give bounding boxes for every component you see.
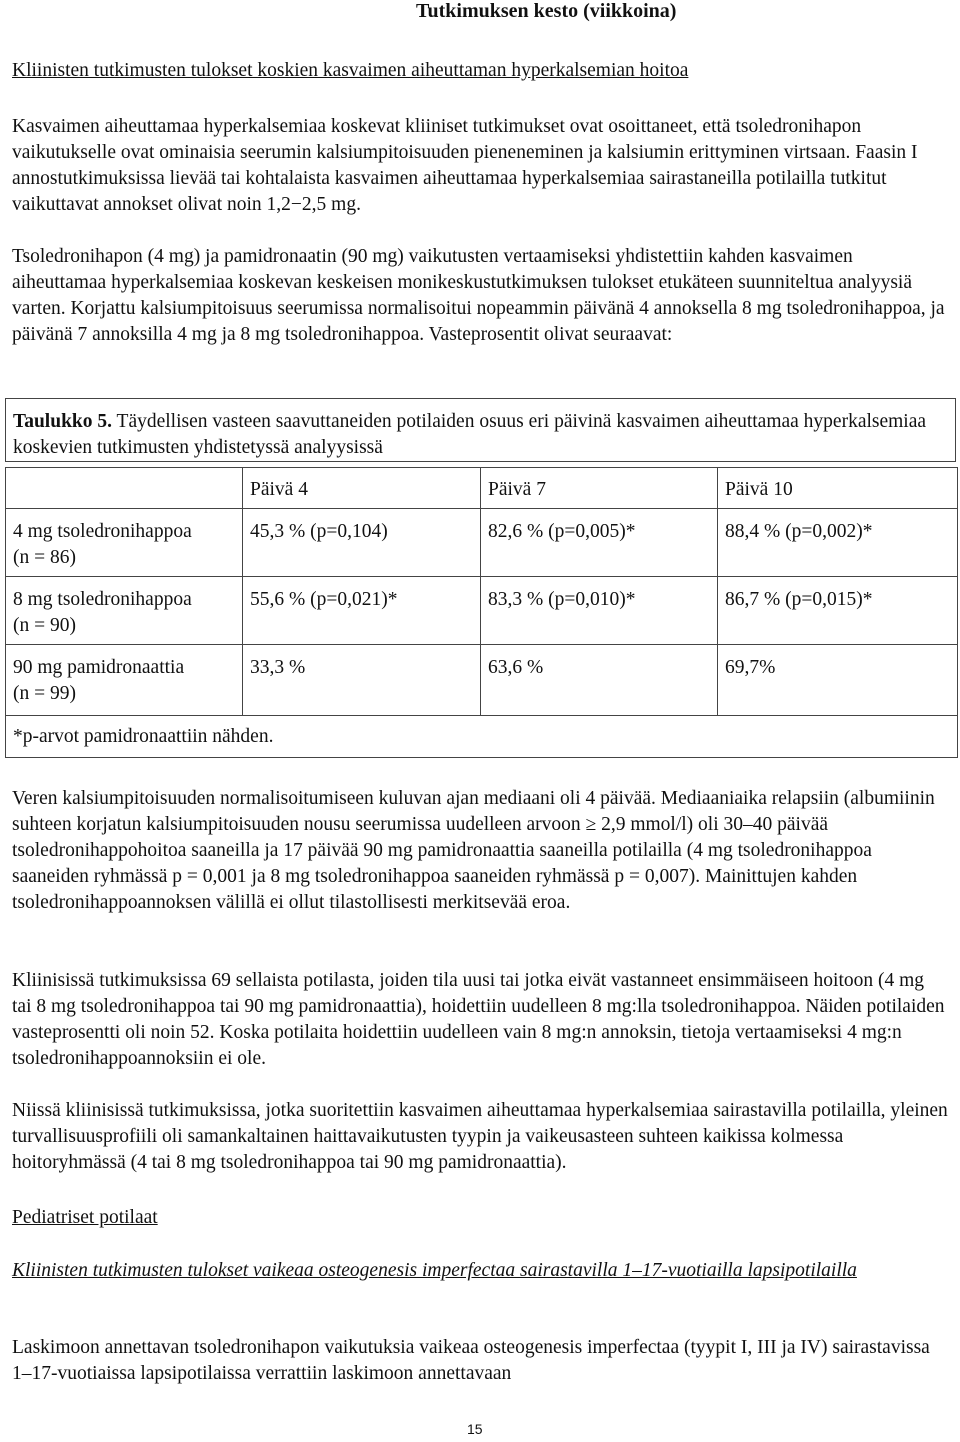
page-number: 15 bbox=[467, 1421, 483, 1437]
paragraph-5: Niissä kliinisissä tutkimuksissa, jotka suoritettiin kasvaimen aiheuttamaa hyperkalsemiaa sairastavilla potilailla, yleinen turvallisuusprofiili oli samankaltainen haittavaikutusten tyypin ja vaikeusasteen suhteen kaikissa kolmessa hoitoryhmässä (4 tai 8 mg tsoledronihappoa tai 90 mg pamidronaattia). bbox=[12, 1100, 948, 1173]
table-cell: 69,7% bbox=[725, 657, 776, 678]
header-day-4: Päivä 4 bbox=[250, 479, 308, 500]
table-cell: 88,4 % (p=0,002)* bbox=[725, 521, 873, 542]
table-cell: 45,3 % (p=0,104) bbox=[250, 521, 388, 542]
table-cell: 82,6 % (p=0,005)* bbox=[488, 521, 636, 542]
table-caption-label: Taulukko 5. bbox=[13, 411, 113, 432]
pediatric-heading: Pediatriset potilaat bbox=[12, 1207, 158, 1228]
table-row-label bbox=[13, 587, 243, 639]
table-cell: 55,6 % (p=0,021)* bbox=[250, 589, 398, 610]
clinical-results-heading: Kliinisten tutkimusten tulokset vaikeaa osteogenesis imperfectaa sairastavilla 1–17-vuotiailla lapsipotilailla bbox=[12, 1260, 857, 1281]
header-day-7: Päivä 7 bbox=[488, 479, 546, 500]
table-footnote: *p-arvot pamidronaattiin nähden. bbox=[13, 726, 274, 747]
table-cell: 86,7 % (p=0,015)* bbox=[725, 589, 873, 610]
table-caption-text: Täydellisen vasteen saavuttaneiden potilaiden osuus eri päivinä kasvaimen aiheuttamaa hyperkalsemiaa koskevien tutkimusten yhdistetyssä analyysissä bbox=[13, 411, 927, 458]
row-label-dose: 90 mg pamidronaattia bbox=[13, 657, 185, 678]
results-table bbox=[5, 467, 958, 758]
header-day-10: Päivä 10 bbox=[725, 479, 793, 500]
row-label-n: (n = 90) bbox=[13, 615, 76, 636]
table-cell: 63,6 % bbox=[488, 657, 544, 678]
paragraph-3: Veren kalsiumpitoisuuden normalisoitumiseen kuluvan ajan mediaani oli 4 päivää. Mediaaniaika relapsiin (albumiinin suhteen korjatun kalsiumpitoisuuden nousu seerumissa uudelleen arvoon ≥ 2,9 mmol/l) oli 30–40 päivää tsoledronihappohoitoa saaneilla ja 17 päivää 90 mg pamidronaattia saaneilla potilailla (4 mg tsoledronihappoa saaneiden ryhmässä p = 0,001 ja 8 mg tsoledronihappoa saaneiden ryhmässä p = 0,007). Mainittujen kahden tsoledronihappoannoksen välillä ei ollut tilastollisesti merkitsevää eroa. bbox=[12, 788, 935, 913]
paragraph-1: Kasvaimen aiheuttamaa hyperkalsemiaa koskevat kliiniset tutkimukset ovat osoittaneet, että tsoledronihapon vaikutukselle ovat ominaisia seerumin kalsiumpitoisuuden pieneneminen ja kalsiumin erittyminen virtsaan. Faasin I annostutkimuksissa lievää tai kohtalaista kasvaimen aiheuttamaa hyperkalsemiaa sairastaneilla potilailla tutkitut vaikuttavat annokset olivat noin 1,2−2,5 mg. bbox=[12, 116, 918, 215]
row-label-n: (n = 99) bbox=[13, 683, 76, 704]
table-row-label bbox=[13, 655, 243, 707]
section-heading: Kliinisten tutkimusten tulokset koskien kasvaimen aiheuttaman hyperkalsemian hoitoa bbox=[12, 60, 689, 81]
table-cell: 33,3 % bbox=[250, 657, 306, 678]
row-label-dose: 8 mg tsoledronihappoa bbox=[13, 589, 192, 610]
table-row-label bbox=[13, 519, 243, 571]
paragraph-2: Tsoledronihapon (4 mg) ja pamidronaatin (90 mg) vaikutusten vertaamiseksi yhdistettiin kahden kasvaimen aiheuttamaa hyperkalsemiaa koskevan keskeisen monikeskustutkimuksen tulokset etukäteen suunniteltua analyysiä varten. Korjattu kalsiumpitoisuus seerumissa normalisoitui nopeammin päivänä 4 annoksella 8 mg tsoledronihappoa, ja päivänä 7 annoksilla 4 mg ja 8 mg tsoledronihappoa. Vasteprosentit olivat seuraavat: bbox=[12, 246, 945, 345]
paragraph-4: Kliinisissä tutkimuksissa 69 sellaista potilasta, joiden tila uusi tai jotka eivät vastanneet ensimmäiseen hoitoon (4 mg tai 8 mg tsoledronihappoa tai 90 mg pamidronaattia), hoidettiin uudelleen 8 mg:lla tsoledronihappoa. Näiden potilaiden vasteprosentti oli noin 52. Koska potilaita hoidettiin uudelleen vain 8 mg:n annoksin, tietoja vertaamiseksi 4 mg:n tsoledronihappoannoksiin ei ole. bbox=[12, 970, 945, 1069]
row-label-n: (n = 86) bbox=[13, 547, 76, 568]
paragraph-6: Laskimoon annettavan tsoledronihapon vaikutuksia vaikeaa osteogenesis imperfectaa (tyypit I, III ja IV) sairastavissa 1–17-vuotiaissa lapsipotilaissa verrattiin laskimoon annettavaan bbox=[12, 1337, 930, 1384]
row-label-dose: 4 mg tsoledronihappoa bbox=[13, 521, 192, 542]
top-heading: Tutkimuksen kesto (viikkoina) bbox=[416, 0, 677, 22]
table-cell: 83,3 % (p=0,010)* bbox=[488, 589, 636, 610]
table-caption bbox=[5, 398, 956, 462]
